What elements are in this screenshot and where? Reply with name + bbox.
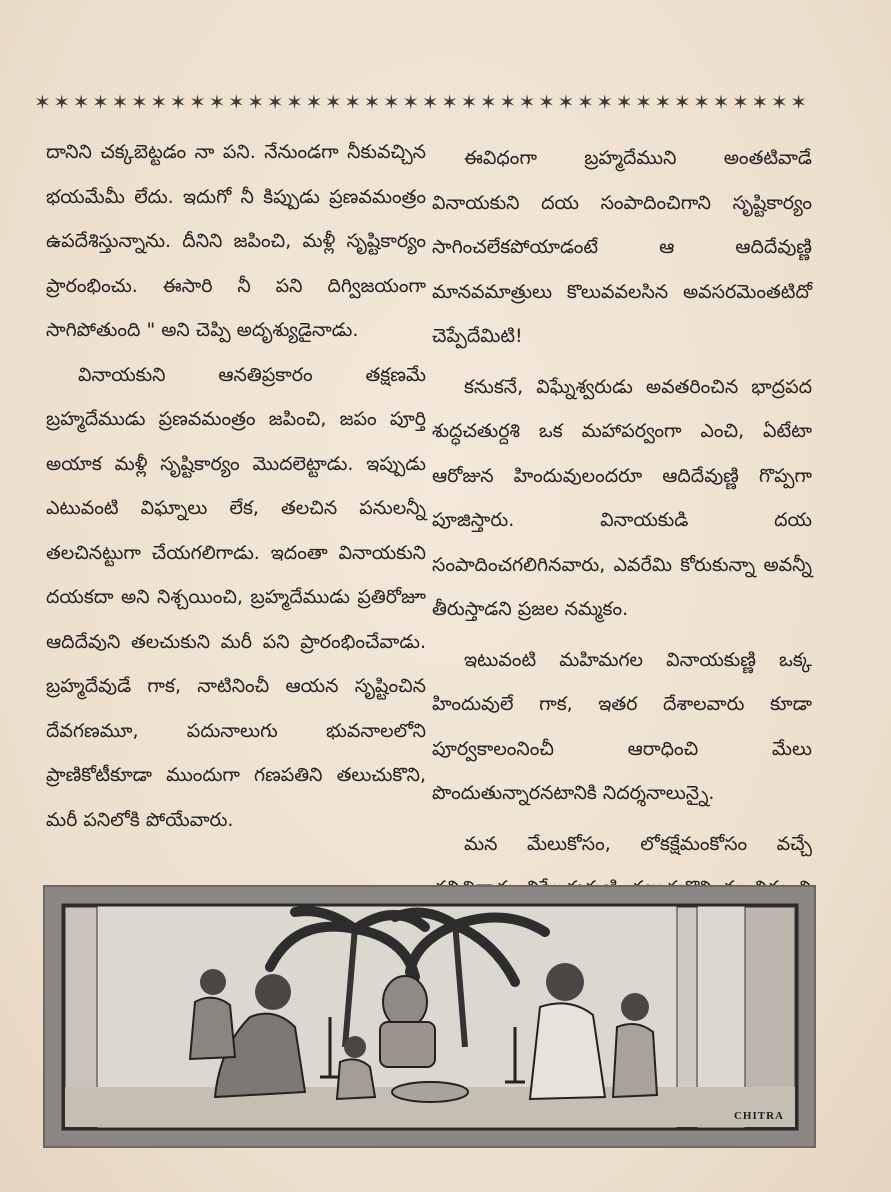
border-star-icon: ✶: [557, 90, 574, 114]
border-star-icon: ✶: [712, 90, 729, 114]
border-star-icon: ✶: [208, 90, 225, 114]
border-star-icon: ✶: [732, 90, 748, 114]
border-star-icon: ✶: [402, 90, 419, 114]
border-star-icon: ✶: [266, 90, 283, 114]
border-star-icon: ✶: [576, 90, 593, 114]
border-star-icon: ✶: [538, 90, 554, 114]
border-star-icon: ✶: [441, 90, 457, 114]
border-star-icon: ✶: [751, 90, 768, 114]
border-star-icon: ✶: [693, 90, 710, 114]
border-star-icon: ✶: [596, 90, 613, 114]
border-star-icon: ✶: [363, 90, 380, 114]
paragraph: కనుకనే, విఘ్నేశ్వరుడు అవతరించిన భాద్రపద శుద్ధచతుర్దశి ఒక మహాపర్వంగా ఎంచి, ఏటేటా ఆరోజున హిందువులందరూ ఆదిదేవుణ్ణి గొప్పగా పూజిస్తారు. వినాయకుడి దయ సంపాదించగలిగినవారు, ఎవరేమి కోరుకున్నా అవన్నీ తీరుస్తాడని ప్రజల నమ్మకం.: [432, 375, 812, 620]
border-star-icon: ✶: [615, 90, 632, 114]
border-star-icon: ✶: [770, 90, 787, 114]
border-star-icon: ✶: [421, 90, 438, 114]
border-star-icon: ✶: [479, 90, 496, 114]
artist-signature: CHITRA: [733, 1110, 784, 1122]
border-star-icon: ✶: [499, 90, 516, 114]
border-star-icon: ✶: [790, 90, 806, 114]
border-star-icon: ✶: [150, 90, 167, 114]
border-star-icon: ✶: [635, 90, 651, 114]
paragraph: ఇటువంటి మహిమగల వినాయకుణ్ణి ఒక్క హిందువులే గాక, ఇతర దేశాలవారు కూడా పూర్వకాలంనించీ ఆరాధించి మేలు పొందుతున్నారనటానికి నిదర్శనాలున్నై.: [432, 648, 812, 804]
paragraph: ఈవిధంగా బ్రహ్మదేముని అంతటివాడే వినాయకుని దయ సంపాదించిగాని సృష్టికార్యం సాగించలేకపోయాడంటే ఆ ఆదిదేవుణ్ణి మానవమాత్రులు కొలువవలసిన అవసరమెంతటిదో చెప్పేదేమిటి!: [432, 147, 812, 347]
border-star-icon: ✶: [518, 90, 535, 114]
border-star-icon: ✶: [169, 90, 186, 114]
border-star-icon: ✶: [247, 90, 264, 114]
paragraph: వినాయకుని ఆనతిప్రకారం తక్షణమే బ్రహ్మదేముడు ప్రణవమంత్రం జపించి, జపం పూర్తి అయాక మళ్లీ సృష్టికార్యం మొదలెట్టాడు. ఇప్పుడు ఎటువంటి విఘ్నాలు లేక, తలచిన పనులన్నీ తలచినట్టుగా చేయగలిగాడు. ఇదంతా వినాయకుని దయకదా అని నిశ్చయించి, బ్రహ్మదేముడు ప్రతిరోజూ ఆదిదేవుని తలచుకుని మరీ పని ప్రారంభించేవాడు. బ్రహ్మదేవుడే గాక, నాటినించీ ఆయన సృష్టించిన దేవగణమూ, పదునాలుగు భువనాలలోని ప్రాణికోటీకూడా ముందుగా గణపతిని తలుచుకొని, మరీ పనిలోకి పోయేవారు.: [46, 363, 426, 831]
border-star-icon: ✶: [227, 90, 244, 114]
border-star-icon: ✶: [34, 90, 50, 114]
illustration-drawing: [45, 887, 814, 1146]
border-star-icon: ✶: [130, 90, 147, 114]
border-star-icon: ✶: [673, 90, 690, 114]
paragraph: దానిని చక్కబెట్టడం నా పని. నేనుండగా నీకువచ్చిన భయమేమీ లేదు. ఇదుగో నీ కిప్పుడు ప్రణవమంత్రం ఉపదేశిస్తున్నాను. దీనిని జపించి, మళ్లీ సృష్టికార్యం ప్రారంభించు. ఈసారి నీ పని దిగ్విజయంగా సాగిపోతుంది " అని చెప్పి అదృశ్యుడైనాడు.: [46, 141, 426, 341]
border-star-icon: ✶: [344, 90, 361, 114]
right-column: [432, 136, 812, 955]
paragraph: మన మేలుకోసం, లోకక్షేమంకోసం వచ్చే: [464, 832, 812, 855]
border-star-icon: ✶: [324, 90, 341, 114]
border-star-icon: ✶: [383, 90, 399, 114]
decorative-border: [34, 88, 806, 116]
border-star-icon: ✶: [305, 90, 322, 114]
border-star-icon: ✶: [460, 90, 477, 114]
puja-illustration: [43, 885, 816, 1148]
border-star-icon: ✶: [189, 90, 205, 114]
border-star-icon: ✶: [111, 90, 128, 114]
border-star-icon: ✶: [92, 90, 108, 114]
border-star-icon: ✶: [53, 90, 70, 114]
left-column: [46, 130, 426, 842]
border-star-icon: ✶: [72, 90, 89, 114]
border-star-icon: ✶: [286, 90, 302, 114]
border-star-icon: ✶: [654, 90, 671, 114]
